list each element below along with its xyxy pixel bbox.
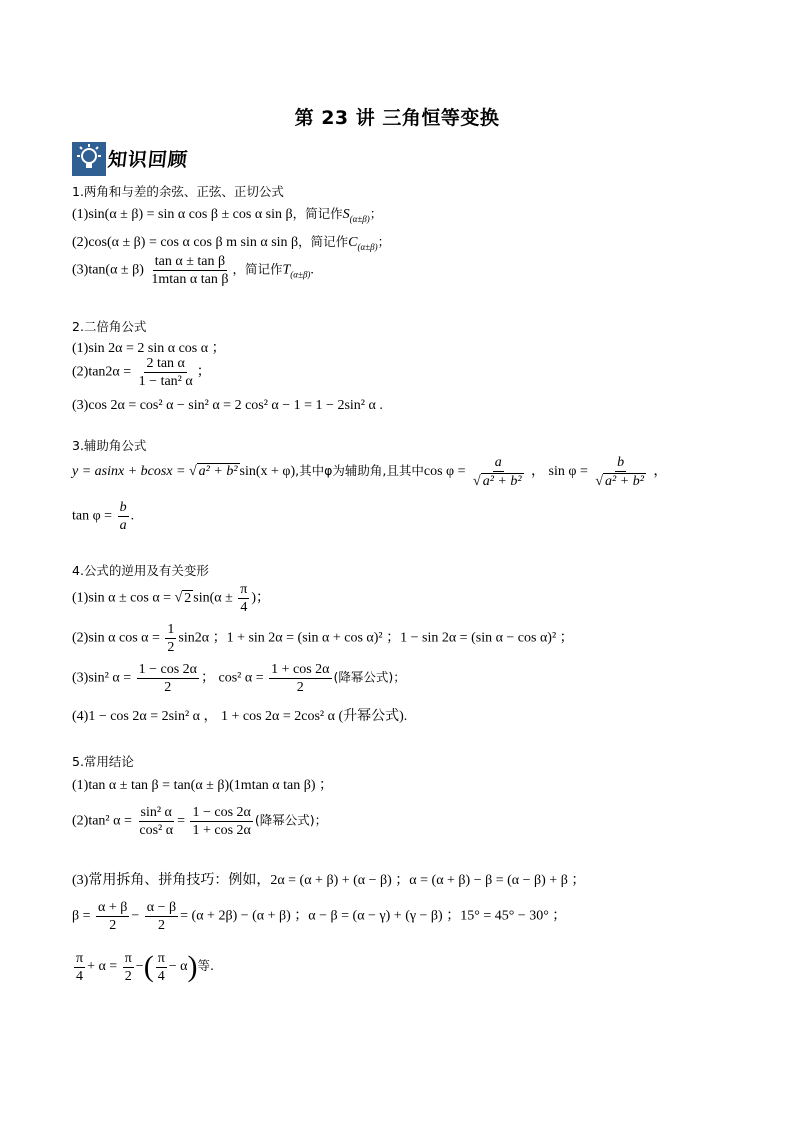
numerator: a bbox=[494, 455, 502, 470]
formula-subscript: (α±β) bbox=[349, 213, 370, 224]
section-banner bbox=[72, 140, 242, 178]
right-paren: ) bbox=[187, 950, 198, 983]
numerator: sin² α bbox=[140, 805, 172, 820]
formula-text: (2)cos(α ± β) = cos α cos β m sin α sin β bbox=[72, 235, 299, 250]
formula-4-2 bbox=[72, 622, 574, 655]
formula-1-1 bbox=[72, 204, 382, 224]
denominator: √ a² + b² bbox=[473, 474, 522, 489]
denominator: 2 bbox=[164, 680, 172, 695]
numerator: π bbox=[240, 582, 248, 597]
formula-text: y = asinx + bcosx = bbox=[72, 464, 189, 480]
formula-symbol: S bbox=[342, 207, 350, 222]
formula-text: (3)sin² α = bbox=[72, 670, 132, 686]
formula-text: (1)sin α ± cos α = bbox=[72, 590, 175, 606]
sqrt-radicand: a² + b² bbox=[482, 474, 522, 489]
formula-end: (降幂公式)； bbox=[254, 812, 328, 828]
formula-note: ,其中φ为辅助角,且其中 bbox=[295, 463, 424, 479]
formula-end: ， bbox=[653, 464, 668, 480]
fraction bbox=[165, 622, 176, 655]
formula-text: (1)sin(α ± β) = sin α cos β ± cos α sin β bbox=[72, 207, 293, 222]
formula-4-3 bbox=[72, 662, 406, 695]
formula-text: β = bbox=[72, 908, 91, 924]
section-3-heading: 3.辅助角公式 bbox=[72, 438, 147, 453]
numerator: π bbox=[124, 950, 132, 966]
formula-subscript: (α±β) bbox=[357, 241, 378, 252]
minus-sign: − bbox=[131, 908, 140, 924]
fraction bbox=[137, 662, 199, 695]
fraction bbox=[149, 254, 230, 287]
section-1-heading: 1.两角和与差的余弦、正弦、正切公式 bbox=[72, 184, 284, 199]
sqrt-radicand: a² + b² bbox=[605, 474, 644, 489]
section-2-heading: 2.二倍角公式 bbox=[72, 319, 147, 334]
fraction bbox=[145, 900, 178, 933]
formula-symbol: C bbox=[348, 235, 358, 250]
formula-end: ； bbox=[369, 206, 383, 221]
formula-end: )； bbox=[251, 590, 271, 606]
formula-note: ，简记作 bbox=[232, 261, 283, 277]
page-title: 第 23 讲 三角恒等变换 bbox=[294, 107, 500, 129]
minus-sign: − bbox=[135, 959, 144, 975]
sqrt-sign: √ bbox=[188, 464, 197, 480]
denominator: 4 bbox=[76, 968, 84, 984]
fraction bbox=[74, 951, 85, 984]
lightbulb-icon bbox=[72, 142, 106, 176]
formula-end: . bbox=[310, 262, 314, 278]
denominator: 2 bbox=[157, 918, 165, 933]
fraction bbox=[156, 951, 167, 984]
formula-text: sin(x + φ) bbox=[239, 464, 296, 480]
numerator: α + β bbox=[98, 900, 128, 915]
numerator: 1 bbox=[167, 622, 175, 637]
formula-symbol: T bbox=[282, 262, 291, 278]
formula-text: − α bbox=[168, 959, 188, 975]
equals-sign: = bbox=[177, 813, 185, 829]
formula-3-1 bbox=[72, 455, 667, 489]
formula-5-1: (1)tan α ± tan β = tan(α ± β)(1mtan α tan β) ； bbox=[72, 778, 334, 793]
fraction bbox=[137, 805, 175, 838]
fraction bbox=[118, 500, 129, 533]
formula-4-1 bbox=[72, 582, 270, 615]
denominator: 2 bbox=[167, 640, 175, 655]
fraction bbox=[96, 900, 129, 933]
fraction bbox=[123, 951, 134, 984]
denominator: 4 bbox=[157, 968, 165, 984]
numerator: b bbox=[119, 500, 127, 515]
formula-text: sin(α ± bbox=[193, 590, 233, 606]
formula-5-5 bbox=[72, 950, 214, 984]
formula-note: ，简记作 bbox=[292, 206, 343, 221]
fraction bbox=[269, 662, 331, 695]
formula-5-4 bbox=[72, 900, 566, 933]
denominator: 1 − tan² α bbox=[138, 374, 193, 389]
formula-5-3: (3)常用拆角、拼角技巧：例如，2α = (α + β) + (α − β) ；α = (α + β) − β = (α − β) + β ； bbox=[72, 873, 586, 888]
sqrt-radicand: a² + b² bbox=[198, 464, 238, 480]
section-5-heading: 5.常用结论 bbox=[72, 754, 134, 769]
formula-text: ， sin φ = bbox=[531, 464, 588, 480]
formula-3-2 bbox=[72, 500, 134, 533]
denominator: cos² α bbox=[139, 823, 174, 838]
formula-end: 等. bbox=[197, 958, 214, 974]
numerator: 1 − cos 2α bbox=[138, 662, 197, 677]
formula-2-2 bbox=[72, 356, 211, 389]
numerator: tan α ± tan β bbox=[154, 254, 226, 269]
fraction bbox=[238, 582, 249, 615]
denominator: √ a² + b² bbox=[595, 474, 644, 489]
numerator: 1 − cos 2α bbox=[192, 805, 251, 820]
formula-2-3: (3)cos 2α = cos² α − sin² α = 2 cos² α − 1 = 1 − 2sin² α . bbox=[72, 398, 383, 413]
denominator: 2 bbox=[109, 918, 117, 933]
numerator: 2 tan α bbox=[146, 356, 185, 371]
fraction bbox=[137, 356, 195, 389]
formula-text: + α = bbox=[87, 959, 118, 975]
numerator: 1 + cos 2α bbox=[271, 662, 330, 677]
formula-text: (3)tan(α ± β) bbox=[72, 262, 144, 278]
formula-text: cos φ = bbox=[423, 464, 466, 480]
formula-text: (2)sin α cos α = bbox=[72, 630, 160, 646]
formula-text: = (α + 2β) − (α + β) ；α − β = (α − γ) + (γ − β) ；15° = 45° − 30° ； bbox=[180, 908, 567, 924]
denominator: a bbox=[119, 518, 127, 533]
formula-end: ； bbox=[196, 364, 211, 380]
formula-text: tan φ = bbox=[72, 508, 113, 524]
formula-text: ； cos² α = bbox=[201, 670, 264, 686]
denominator: 1 + cos 2α bbox=[192, 823, 251, 838]
formula-end: (降幂公式)； bbox=[333, 669, 406, 685]
sqrt-sign: √ bbox=[174, 590, 183, 606]
formula-end: . bbox=[130, 508, 135, 524]
sqrt-radicand: 2 bbox=[184, 590, 192, 606]
formula-5-2 bbox=[72, 805, 327, 838]
formula-2-1: (1)sin 2α = 2 sin α cos α ； bbox=[72, 341, 226, 356]
formula-1-2 bbox=[72, 232, 390, 252]
formula-text: (2)tan² α = bbox=[72, 813, 132, 829]
denominator: 2 bbox=[124, 968, 132, 984]
formula-4-4: (4)1 − cos 2α = 2sin² α ， 1 + cos 2α = 2cos² α (升幂公式). bbox=[72, 709, 408, 724]
numerator: α − β bbox=[146, 900, 177, 915]
formula-text: sin2α ；1 + sin 2α = (sin α + cos α)² ；1 − sin 2α = (sin α − cos α)² ； bbox=[178, 630, 574, 646]
formula-subscript: (α±β) bbox=[290, 269, 311, 280]
numerator: π bbox=[157, 950, 165, 966]
formula-1-3 bbox=[72, 254, 314, 287]
fraction bbox=[471, 455, 526, 489]
numerator: π bbox=[76, 950, 84, 966]
left-paren: ( bbox=[143, 950, 154, 983]
denominator: 1mtan α tan β bbox=[151, 272, 229, 287]
formula-text: (2)tan2α = bbox=[72, 364, 132, 380]
formula-note: ，简记作 bbox=[298, 234, 349, 249]
banner-label: 知识回顾 bbox=[106, 149, 190, 171]
section-4-heading: 4.公式的逆用及有关变形 bbox=[72, 563, 209, 578]
formula-end: ； bbox=[377, 234, 391, 249]
fraction bbox=[593, 455, 648, 489]
fraction bbox=[190, 805, 252, 838]
denominator: 4 bbox=[240, 600, 248, 615]
numerator: b bbox=[617, 455, 625, 470]
denominator: 2 bbox=[296, 680, 304, 695]
